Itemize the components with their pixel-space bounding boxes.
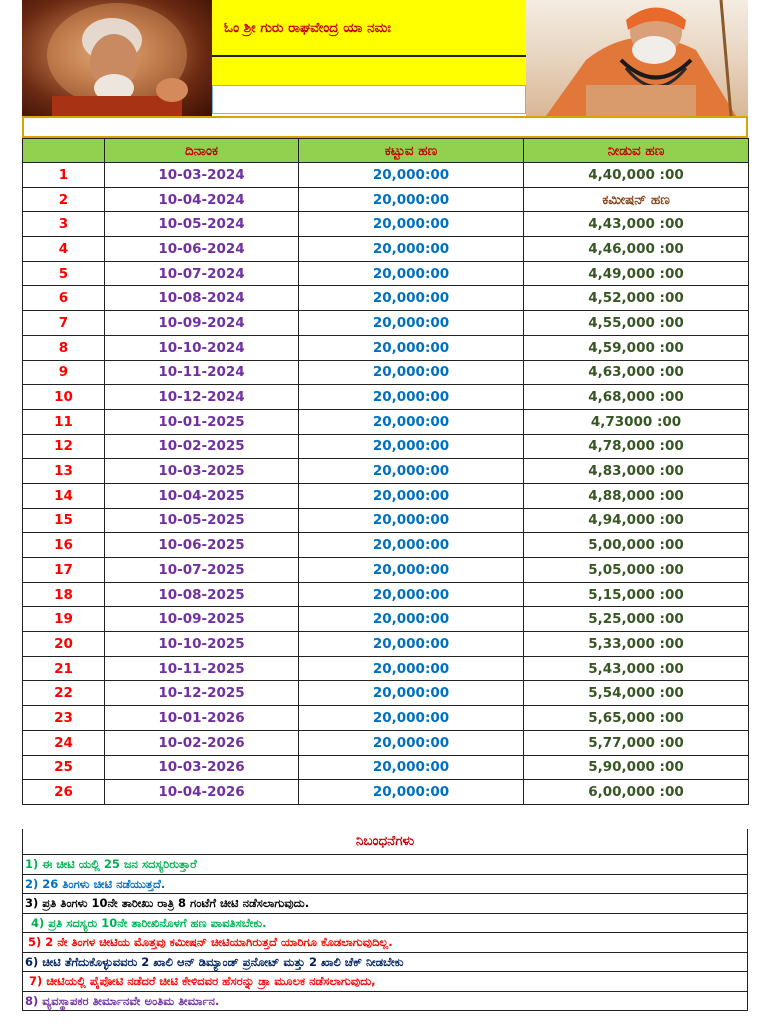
table-row (23, 558, 749, 583)
serial-number-cell: 17 (23, 558, 105, 583)
serial-number-cell: 23 (23, 706, 105, 731)
amount-received-cell: 5,15,000 :00 (524, 582, 749, 607)
column-header-serial (23, 139, 105, 163)
table-row (23, 632, 749, 657)
amount-received-cell: 5,54,000 :00 (524, 681, 749, 706)
amount-received-cell: 4,55,000 :00 (524, 311, 749, 336)
table-row (23, 656, 749, 681)
amount-paid-cell: 20,000:00 (299, 409, 524, 434)
amount-received-cell: 4,63,000 :00 (524, 360, 749, 385)
table-body (23, 163, 749, 805)
date-cell: 10-06-2024 (105, 237, 299, 262)
date-cell: 10-09-2024 (105, 311, 299, 336)
amount-paid-cell: 20,000:00 (299, 385, 524, 410)
amount-paid-cell: 20,000:00 (299, 681, 524, 706)
amount-paid-cell: 20,000:00 (299, 311, 524, 336)
date-cell: 10-05-2024 (105, 212, 299, 237)
serial-number-cell: 12 (23, 434, 105, 459)
serial-number-cell: 25 (23, 755, 105, 780)
serial-number-cell: 11 (23, 409, 105, 434)
amount-received-cell: 4,40,000 :00 (524, 163, 749, 188)
serial-number-cell: 3 (23, 212, 105, 237)
serial-number-cell: 7 (23, 311, 105, 336)
date-cell: 10-08-2025 (105, 582, 299, 607)
date-cell: 10-11-2025 (105, 656, 299, 681)
amount-received-cell: 4,68,000 :00 (524, 385, 749, 410)
amount-received-cell: 5,00,000 :00 (524, 533, 749, 558)
amount-received-cell: 4,59,000 :00 (524, 335, 749, 360)
amount-paid-cell: 20,000:00 (299, 533, 524, 558)
date-cell: 10-09-2025 (105, 607, 299, 632)
rule-item: 7) ಚೀಟಿಯಲ್ಲಿ ಪೈಪೋಟಿ ನಡೆದರೆ ಚೀಟಿ ಕೇಳಿದವರ ಹೆಸರನ್ನು ಡ್ರಾ ಮೂಲಕ ನಡೆಸಲಾಗುವುದು, (22, 972, 748, 992)
date-cell: 10-12-2024 (105, 385, 299, 410)
amount-paid-cell: 20,000:00 (299, 237, 524, 262)
table-header-row (23, 139, 749, 163)
header-divider-bar (22, 116, 748, 138)
rules-section (22, 829, 748, 1011)
amount-received-cell: 5,33,000 :00 (524, 632, 749, 657)
serial-number-cell: 4 (23, 237, 105, 262)
amount-paid-cell: 20,000:00 (299, 558, 524, 583)
amount-received-cell: 4,94,000 :00 (524, 508, 749, 533)
amount-paid-cell: 20,000:00 (299, 360, 524, 385)
amount-received-cell: 5,25,000 :00 (524, 607, 749, 632)
amount-paid-cell: 20,000:00 (299, 212, 524, 237)
serial-number-cell: 15 (23, 508, 105, 533)
table-row (23, 212, 749, 237)
serial-number-cell: 26 (23, 780, 105, 805)
amount-received-cell: 4,73000 :00 (524, 409, 749, 434)
date-cell: 10-06-2025 (105, 533, 299, 558)
amount-paid-cell: 20,000:00 (299, 607, 524, 632)
table-row (23, 730, 749, 755)
amount-paid-cell: 20,000:00 (299, 483, 524, 508)
amount-received-cell: 4,52,000 :00 (524, 286, 749, 311)
serial-number-cell: 13 (23, 459, 105, 484)
amount-paid-cell: 20,000:00 (299, 656, 524, 681)
serial-number-cell: 10 (23, 385, 105, 410)
column-header-amount-paid: ಕಟ್ಟುವ ಹಣ (299, 139, 524, 163)
date-cell: 10-01-2026 (105, 706, 299, 731)
table-row (23, 582, 749, 607)
table-row (23, 286, 749, 311)
amount-received-cell: 5,77,000 :00 (524, 730, 749, 755)
serial-number-cell: 8 (23, 335, 105, 360)
header-yellow-band (212, 57, 526, 85)
date-cell: 10-11-2024 (105, 360, 299, 385)
table-row (23, 755, 749, 780)
date-cell: 10-12-2025 (105, 681, 299, 706)
table-row (23, 508, 749, 533)
date-cell: 10-03-2025 (105, 459, 299, 484)
table-row (23, 681, 749, 706)
amount-paid-cell: 20,000:00 (299, 632, 524, 657)
date-cell: 10-07-2025 (105, 558, 299, 583)
rule-item: 5) 2 ನೇ ತಿಂಗಳ ಚೀಟಿಯ ಮೊತ್ತವು ಕಮೀಷನ್ ಚೀಟಿಯಾಗಿರುತ್ತದೆ ಯಾರಿಗೂ ಕೊಡಲಾಗುವುದಿಲ್ಲ. (22, 933, 748, 953)
date-cell: 10-01-2025 (105, 409, 299, 434)
amount-received-cell: 6,00,000 :00 (524, 780, 749, 805)
serial-number-cell: 5 (23, 261, 105, 286)
table-row (23, 385, 749, 410)
chit-schedule-table (22, 138, 749, 805)
amount-received-cell: 4,49,000 :00 (524, 261, 749, 286)
date-cell: 10-04-2026 (105, 780, 299, 805)
amount-received-cell: 5,90,000 :00 (524, 755, 749, 780)
rule-item: 1) ಈ ಚೀಟಿ ಯಲ್ಲಿ 25 ಜನ ಸದಸ್ಯರಿರುತ್ತಾರೆ (22, 855, 748, 875)
date-cell: 10-04-2024 (105, 187, 299, 212)
date-cell: 10-04-2025 (105, 483, 299, 508)
serial-number-cell: 22 (23, 681, 105, 706)
column-header-date: ದಿನಾಂಕ (105, 139, 299, 163)
rule-item: 2) 26 ತಿಂಗಳು ಚೀಟಿ ನಡೆಯುತ್ತದೆ. (22, 875, 748, 895)
table-row (23, 459, 749, 484)
guru-portrait-left-image (22, 0, 212, 116)
serial-number-cell: 9 (23, 360, 105, 385)
date-cell: 10-07-2024 (105, 261, 299, 286)
amount-received-cell: 4,83,000 :00 (524, 459, 749, 484)
amount-paid-cell: 20,000:00 (299, 755, 524, 780)
amount-paid-cell: 20,000:00 (299, 335, 524, 360)
date-cell: 10-05-2025 (105, 508, 299, 533)
rule-item: 8) ವ್ಯವಸ್ಥಾಪಕರ ತೀರ್ಮಾನವೇ ಅಂತಿಮ ತೀರ್ಮಾನ. (22, 992, 748, 1012)
date-cell: 10-10-2024 (105, 335, 299, 360)
amount-paid-cell: 20,000:00 (299, 706, 524, 731)
amount-paid-cell: 20,000:00 (299, 459, 524, 484)
amount-received-cell: 5,05,000 :00 (524, 558, 749, 583)
table-row (23, 780, 749, 805)
serial-number-cell: 21 (23, 656, 105, 681)
table-row (23, 360, 749, 385)
amount-paid-cell: 20,000:00 (299, 434, 524, 459)
amount-received-cell: 4,88,000 :00 (524, 483, 749, 508)
amount-paid-cell: 20,000:00 (299, 187, 524, 212)
amount-paid-cell: 20,000:00 (299, 582, 524, 607)
page-header (22, 0, 748, 116)
amount-paid-cell: 20,000:00 (299, 163, 524, 188)
table-row (23, 434, 749, 459)
serial-number-cell: 24 (23, 730, 105, 755)
date-cell: 10-10-2025 (105, 632, 299, 657)
amount-received-cell: 5,43,000 :00 (524, 656, 749, 681)
serial-number-cell: 14 (23, 483, 105, 508)
guru-portrait-right-image (526, 0, 748, 116)
table-row (23, 409, 749, 434)
date-cell: 10-03-2024 (105, 163, 299, 188)
serial-number-cell: 19 (23, 607, 105, 632)
header-title: ಓಂ ಶ್ರೀ ಗುರು ರಾಘವೇಂದ್ರ ಯಾ ನಮಃ (212, 0, 526, 57)
date-cell: 10-02-2025 (105, 434, 299, 459)
amount-paid-cell: 20,000:00 (299, 261, 524, 286)
amount-received-cell: ಕಮೀಷನ್ ಹಣ (524, 187, 749, 212)
amount-received-cell: 4,78,000 :00 (524, 434, 749, 459)
date-cell: 10-08-2024 (105, 286, 299, 311)
table-row (23, 533, 749, 558)
table-row (23, 311, 749, 336)
rule-item: 3) ಪ್ರತಿ ತಿಂಗಳು 10ನೇ ತಾರೀಖು ರಾತ್ರಿ 8 ಗಂಟೆಗೆ ಚೀಟಿ ನಡೆಸಲಾಗುವುದು. (22, 894, 748, 914)
date-cell: 10-03-2026 (105, 755, 299, 780)
rule-item: 6) ಚೀಟಿ ತೆಗೆದುಕೊಳ್ಳುವವರು 2 ಖಾಲಿ ಆನ್ ಡಿಮ್ಯಾಂಡ್ ಪ್ರನೋಟ್ ಮತ್ತು 2 ಖಾಲಿ ಚೆಕ್ ನೀಡಬೇಕು (22, 953, 748, 973)
serial-number-cell: 2 (23, 187, 105, 212)
table-row (23, 483, 749, 508)
serial-number-cell: 20 (23, 632, 105, 657)
table-row (23, 706, 749, 731)
column-header-amount-received: ನೀಡುವ ಹಣ (524, 139, 749, 163)
table-row (23, 163, 749, 188)
amount-paid-cell: 20,000:00 (299, 508, 524, 533)
amount-paid-cell: 20,000:00 (299, 780, 524, 805)
table-row (23, 187, 749, 212)
table-row (23, 335, 749, 360)
amount-received-cell: 4,43,000 :00 (524, 212, 749, 237)
amount-paid-cell: 20,000:00 (299, 286, 524, 311)
table-row (23, 237, 749, 262)
serial-number-cell: 1 (23, 163, 105, 188)
table-row (23, 261, 749, 286)
amount-paid-cell: 20,000:00 (299, 730, 524, 755)
serial-number-cell: 6 (23, 286, 105, 311)
header-blank-field (212, 85, 526, 114)
date-cell: 10-02-2026 (105, 730, 299, 755)
rules-heading: ನಿಬಂಧನೆಗಳು (22, 829, 748, 855)
amount-received-cell: 5,65,000 :00 (524, 706, 749, 731)
rule-item: 4) ಪ್ರತಿ ಸದಸ್ಯರು 10ನೇ ತಾರೀಖಿನೊಳಗೆ ಹಣ ಪಾವತಿಸಬೇಕು. (22, 914, 748, 934)
serial-number-cell: 18 (23, 582, 105, 607)
serial-number-cell: 16 (23, 533, 105, 558)
table-row (23, 607, 749, 632)
amount-received-cell: 4,46,000 :00 (524, 237, 749, 262)
